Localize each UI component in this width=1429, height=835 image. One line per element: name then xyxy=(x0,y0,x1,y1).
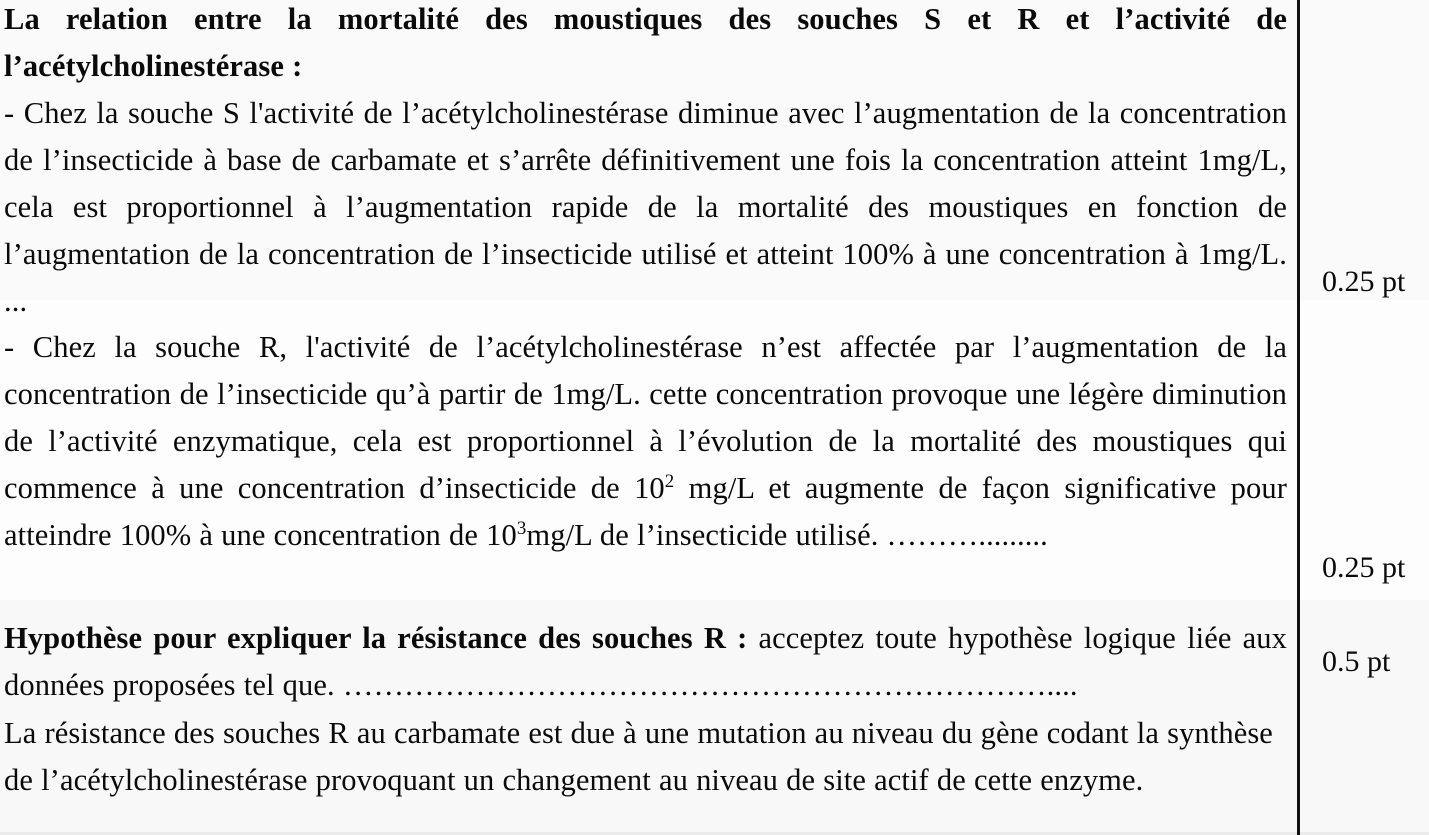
paragraph-reponse: La résistance des souches R au carbamate est due à une mutation au niveau du gène codant la synthèse de l’acétylcholinestérase provoquant un changement au niveau de site actif de cette enzyme. xyxy=(4,716,1273,797)
souche-r-text-part-3: mg/L de l’insecticide utilisé. ………......... xyxy=(526,518,1048,552)
paragraph-hypothese xyxy=(4,615,1287,709)
paragraph-souche-s: - Chez la souche S l'activité de l’acétylcholinestérase diminue avec l’augmentation de la concentration de l’insecticide à base de carbamate et s’arrête définitivement une fois la concentration atteint 1mg/L, cela est proportionnel à l’augmentation rapide de la mortalité des moustiques en fonction de l’augmentation de la concentration de l’insecticide utilisé et atteint 100% à une concentration à 1mg/L. ... xyxy=(4,96,1287,318)
hypothese-body: acceptez toute hypothèse logique liée aux données proposées tel que. …………………………………………………………….... xyxy=(4,621,1288,702)
mark-value: 0.5 pt xyxy=(1322,645,1391,678)
mark-value: 0.25 pt xyxy=(1322,551,1406,584)
exponent-two: 2 xyxy=(664,470,675,492)
paragraph-souche-r xyxy=(4,324,1287,559)
mark-value: 0.25 pt xyxy=(1322,265,1406,298)
answer-heading-text: La relation entre la mortalité des moustiques des souches S et R et l’activité de l’acétylcholinestérase : xyxy=(4,2,1287,83)
answer-heading xyxy=(4,0,1287,90)
souche-r-text-part-1: - Chez la souche R, l'activité de l’acétylcholinestérase n’est affectée par l’augmentation de la concentration de l’insecticide qu’à partir de 1mg/L. cette concentration provoque une légère diminution de l’activité enzymatique, cela est proportionnel à l’évolution de la mortalité des moustiques qui commence à une concentration d’insecticide de 10 xyxy=(4,330,1287,505)
marks-column xyxy=(1297,0,1429,835)
souche-r-text-part-2: mg/L et augmente de façon significative pour atteindre 100% à une concentration de 10 xyxy=(4,471,1287,552)
exponent-three: 3 xyxy=(516,517,527,539)
hypothese-label: Hypothèse pour expliquer la résistance des souches R : xyxy=(4,621,748,655)
